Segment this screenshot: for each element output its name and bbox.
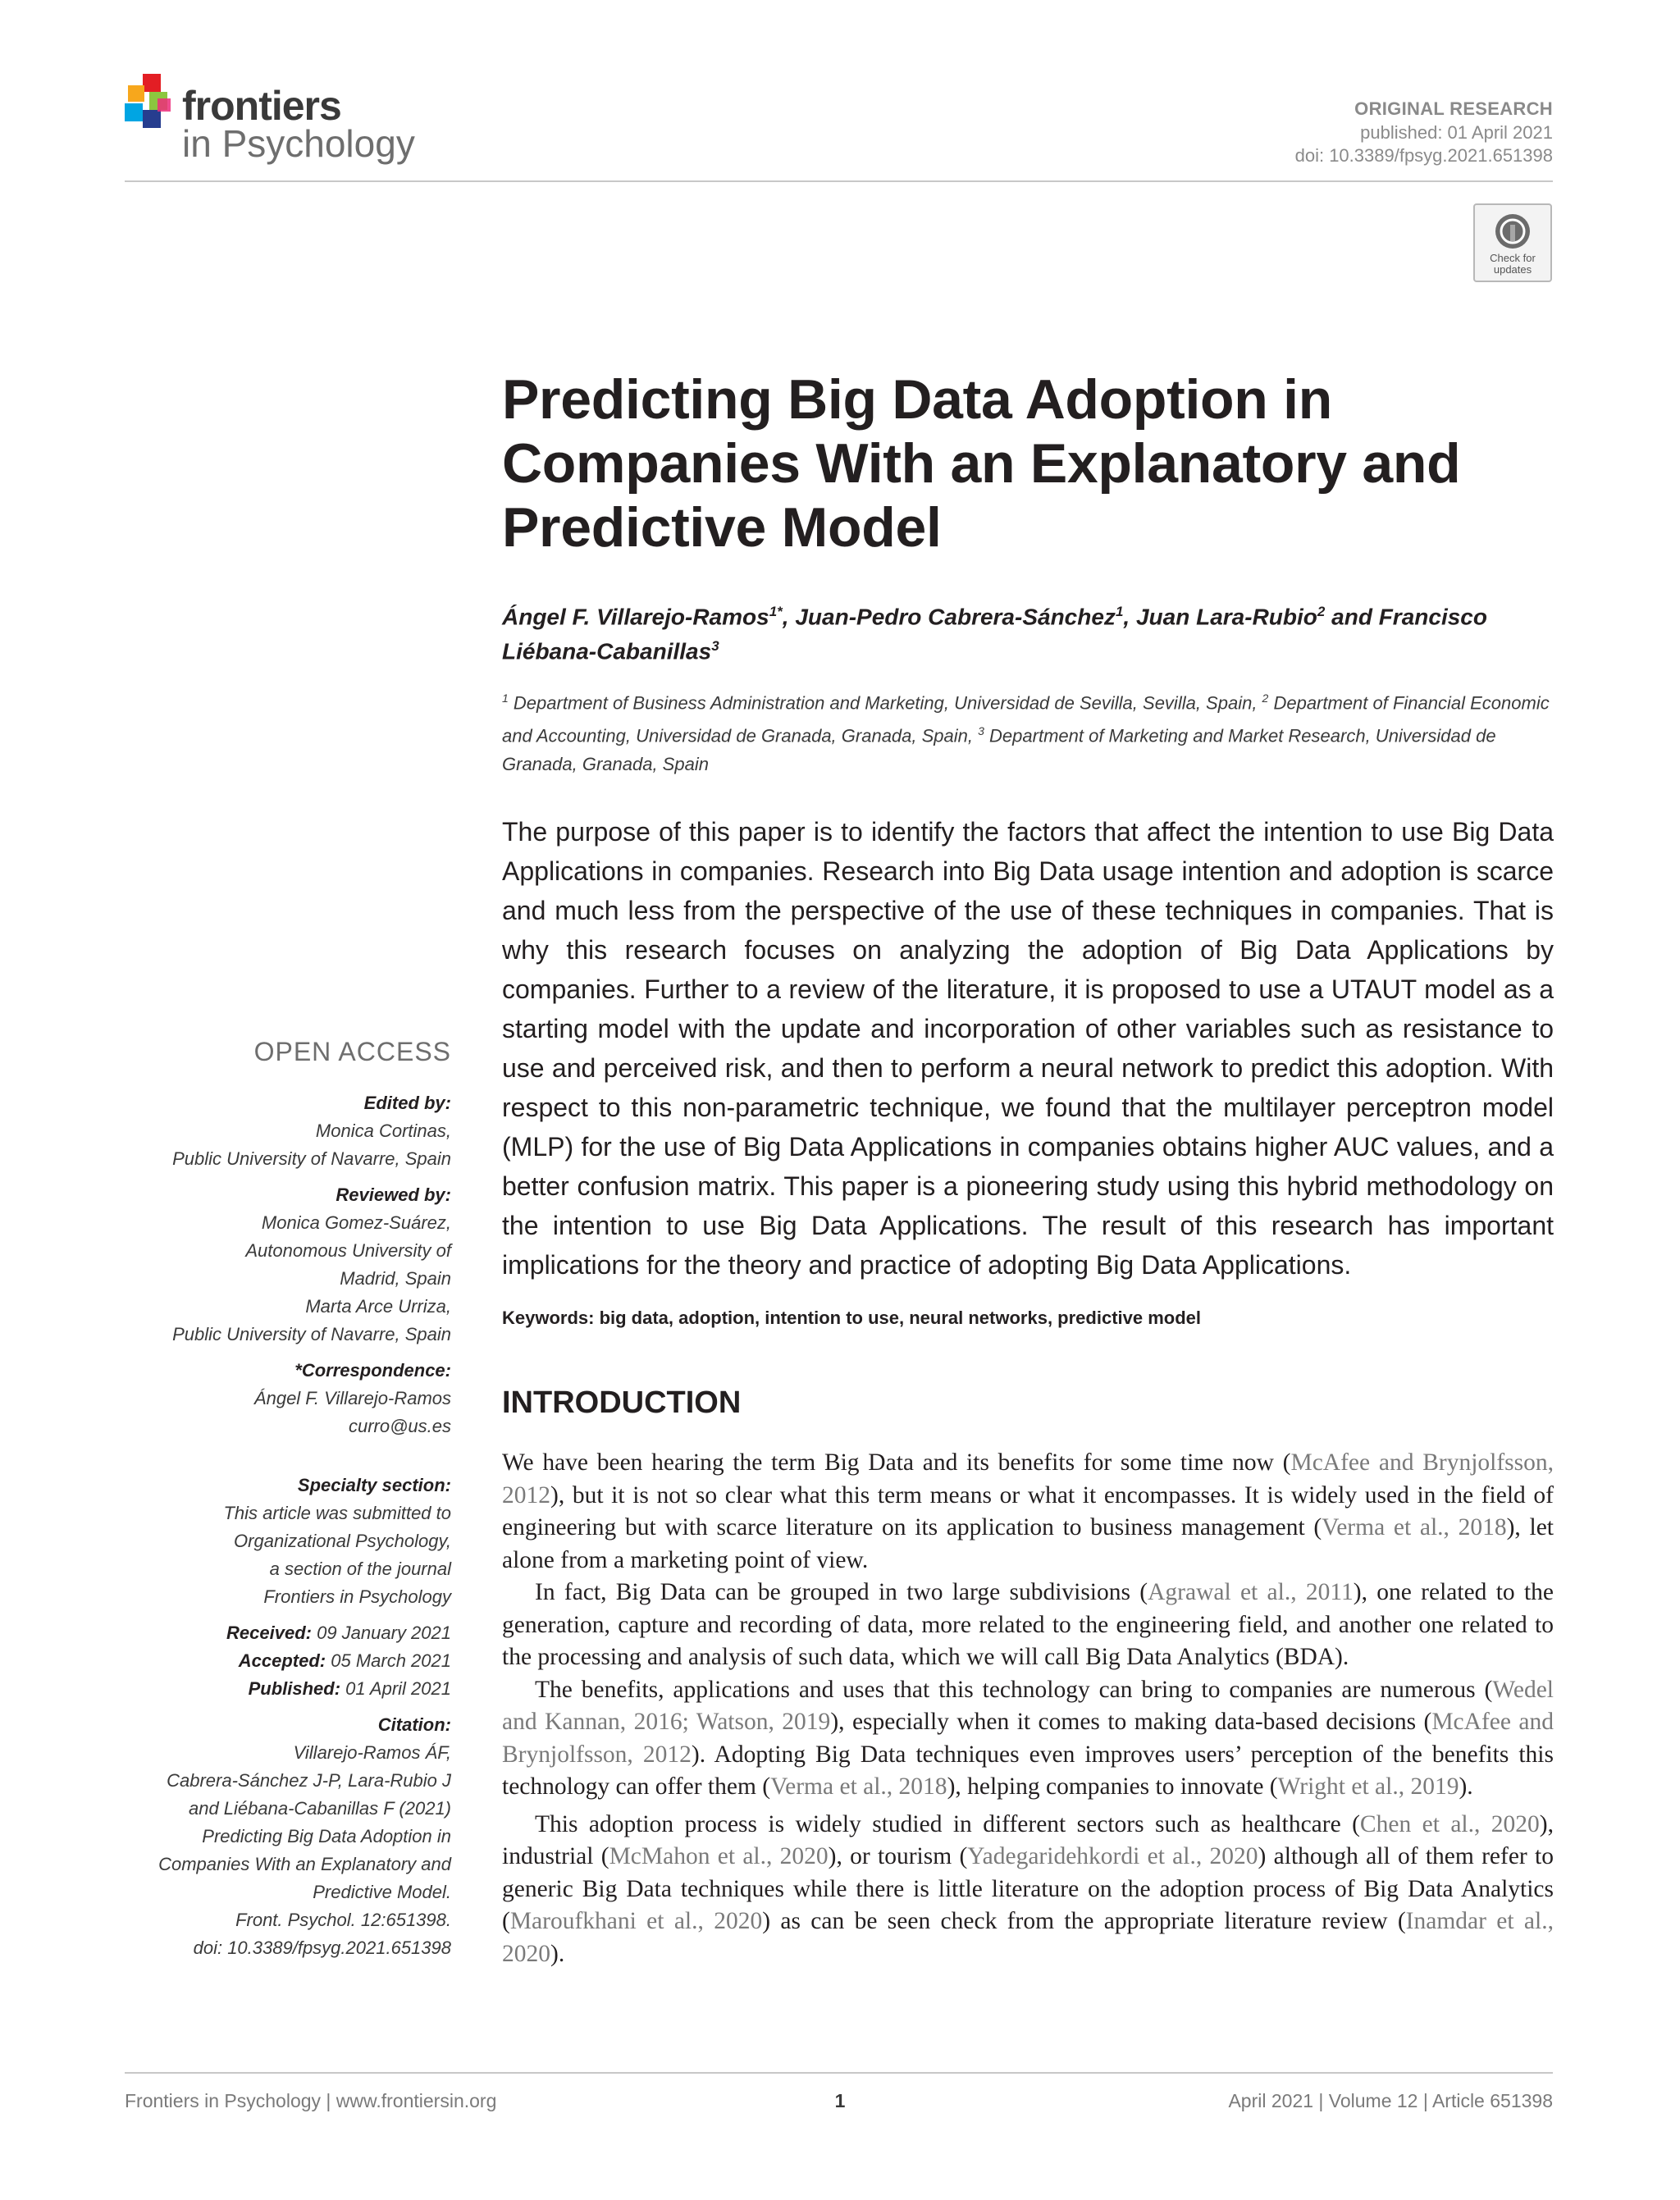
edited-by-label: Edited by: (363, 1093, 451, 1113)
abstract: The purpose of this paper is to identify the factors that affect the intention to use Big Data Applications in companies. Research into Big Data usage intention and adoption is scarce and much less from the perspective of the use of these techniques in companies. That is why this research focuses on analyzing the adoption of Big Data Applications by companies. Further to a review of the literature, it is proposed to use a UTAUT model as a starting model with the update and incorporation of other variables such as resistance to use and perceived risk, and then to perform a neural network to predict this adoption. With respect to this non-parametric technique, we found that the multilayer perceptron model (MLP) for the use of Big Data Applications in companies obtains higher AUC values, and a better confusion matrix. This paper is a pioneering study using this hybrid methodology on the intention to use Big Data Applications. The result of this research has important implications for the theory and practice of adopting Big Data Applications. (502, 817, 1554, 1280)
citation-list-line: Villarejo-Ramos ÁF, (293, 1742, 451, 1763)
citation-link[interactable]: Chen et al., 2020 (1359, 1810, 1540, 1837)
affiliation-marker: 3 (978, 724, 984, 738)
correspondence-list-line: Ángel F. Villarejo-Ramos (253, 1388, 451, 1408)
check-for-updates-label: Check for updates (1490, 252, 1536, 276)
author-affiliation-marker: 3 (711, 638, 719, 655)
citation-list-line: Front. Psychol. 12:651398. (235, 1910, 451, 1930)
citation-link[interactable]: Maroufkhani et al., 2020 (509, 1908, 763, 1934)
keywords: Keywords: big data, adoption, intention to use, neural networks, predictive model (502, 1308, 1201, 1328)
body-text: ), or tourism ( (828, 1843, 968, 1869)
accepted-value: 05 March 2021 (331, 1650, 451, 1671)
correspondence-label: *Correspondence: (294, 1360, 451, 1381)
body-text: This adoption process is widely studied in different sectors such as healthcare ( (535, 1810, 1360, 1837)
body-text: ), helping companies to innovate ( (947, 1773, 1278, 1800)
citation-label: Citation: (377, 1714, 451, 1735)
correspondence-list-line: curro@us.es (348, 1416, 451, 1436)
author-affiliation-marker: 1 (1115, 604, 1124, 619)
author-affiliation-marker: 1* (769, 604, 783, 619)
journal-name: in Psychology (182, 122, 415, 165)
section-heading-introduction: INTRODUCTION (502, 1385, 742, 1420)
paragraph (502, 1809, 1554, 1971)
affiliations (502, 684, 1560, 778)
citation-link[interactable]: Agrawal et al., 2011 (1148, 1579, 1354, 1605)
open-access-label: OPEN ACCESS (253, 1037, 451, 1066)
specialty-section-list-line: Frontiers in Psychology (263, 1586, 451, 1607)
header-divider (125, 180, 1553, 182)
article-meta (1061, 97, 1553, 167)
citation-link[interactable]: McAfee and Brynjolfsson, 2012 (502, 1449, 1554, 1509)
article-title: Predicting Big Data Adoption in Companies With an Explanatory and Predictive Model (502, 368, 1461, 559)
citation-link[interactable]: Verma et al., 2018 (1322, 1514, 1507, 1540)
reviewed-by-list-line: Monica Gomez-Suárez, (261, 1212, 451, 1233)
introduction-body (502, 1447, 1554, 1970)
citation-link[interactable]: Verma et al., 2018 (770, 1773, 947, 1800)
published-date-side (125, 1675, 451, 1703)
affiliation-marker: 2 (1262, 691, 1269, 705)
paragraph (502, 1447, 1554, 1577)
published-value: 01 April 2021 (345, 1678, 451, 1699)
dates (125, 1619, 451, 1703)
crossmark-icon (1493, 212, 1532, 251)
citation-list-line: Cabrera-Sánchez J-P, Lara-Rubio J (167, 1770, 451, 1791)
received-label: Received: (226, 1623, 312, 1643)
footer-issue-info: April 2021 | Volume 12 | Article 651398 (1228, 2090, 1553, 2111)
reviewed-by-label: Reviewed by: (336, 1184, 451, 1205)
affiliation-text: Department of Business Administration and Marketing, Universidad de Sevilla, Sevilla, Spain, (508, 692, 1262, 714)
article-info-sidebar (125, 1035, 451, 1970)
edited-by-list-line: Public University of Navarre, Spain (172, 1148, 451, 1169)
doi-link[interactable]: doi: 10.3389/fpsyg.2021.651398 (1294, 145, 1553, 166)
author-affiliation-marker: 2 (1317, 604, 1326, 619)
body-text: We have been hearing the term Big Data and its benefits for some time now ( (502, 1449, 1291, 1476)
reviewed-by-list (125, 1209, 451, 1349)
body-text: ) although all of them refer to generic Big Data techniques while there is little literature on the adoption process of Big Data Analytics ( (502, 1843, 1554, 1934)
edited-by-list (125, 1117, 451, 1173)
citation-link[interactable]: Yadegaridehkordi et al., 2020 (967, 1843, 1258, 1869)
author-name[interactable]: Ángel F. Villarejo-Ramos (502, 604, 769, 630)
published-date: published: 01 April 2021 (1360, 122, 1553, 143)
received-value: 09 January 2021 (317, 1623, 451, 1643)
paragraph (502, 1674, 1554, 1804)
page-number: 1 (834, 2090, 846, 2111)
check-for-updates-button[interactable] (1473, 203, 1552, 282)
specialty-section-list-line: a section of the journal (269, 1559, 451, 1579)
body-text: ), especially when it comes to making data-based decisions ( (830, 1709, 1432, 1735)
correspondence-list[interactable] (125, 1385, 451, 1440)
citation-link[interactable]: McAfee and Brynjolfsson, 2012 (502, 1709, 1554, 1768)
citation-list-line: and Liébana-Cabanillas F (2021) (188, 1798, 451, 1819)
body-text: The benefits, applications and uses that this technology can bring to companies are numerous ( (535, 1676, 1493, 1703)
body-text: ), industrial ( (502, 1810, 1554, 1869)
reviewed-by-list-line: Marta Arce Urriza, (305, 1296, 451, 1317)
citation-list-line: doi: 10.3389/fpsyg.2021.651398 (193, 1938, 451, 1958)
specialty-section-list-line: Organizational Psychology, (234, 1531, 451, 1551)
body-text: ). (1459, 1773, 1473, 1800)
body-text: ), let alone from a marketing point of view. (502, 1514, 1554, 1573)
reviewed-by-list-line: Autonomous University of (245, 1240, 451, 1261)
body-text: In fact, Big Data can be grouped in two large subdivisions ( (535, 1579, 1148, 1605)
specialty-section-list-line: This article was submitted to (223, 1503, 451, 1523)
paragraph (502, 1577, 1554, 1674)
author-list (502, 597, 1560, 667)
affiliation-text: Department of Financial Economic and Accounting, Universidad de Granada, Granada, Spain, (502, 692, 1550, 746)
footer-divider (125, 2072, 1553, 2074)
citation-link[interactable]: Wright et al., 2019 (1277, 1773, 1459, 1800)
citation-link[interactable]: Inamdar et al., 2020 (502, 1908, 1554, 1967)
published-label: Published: (248, 1678, 341, 1699)
author-separator: , (782, 604, 796, 630)
reviewed-by-list-line: Public University of Navarre, Spain (172, 1324, 451, 1344)
body-text: ) as can be seen check from the appropriate literature review ( (762, 1908, 1406, 1934)
affiliation-marker: 1 (502, 691, 509, 705)
accepted-date (125, 1647, 451, 1675)
body-text: ), but it is not so clear what this term means or what it encompasses. It is widely used in the field of engineering but with scarce literature on its application to business management ( (502, 1481, 1554, 1540)
citation-list-line: Predictive Model. (313, 1882, 451, 1902)
article-type: ORIGINAL RESEARCH (1354, 98, 1553, 119)
brand-name: frontiers (182, 83, 341, 129)
specialty-section-list (125, 1499, 451, 1611)
citation-link[interactable]: McMahon et al., 2020 (609, 1843, 829, 1869)
edited-by-list-line: Monica Cortinas, (315, 1121, 451, 1141)
accepted-label: Accepted: (238, 1650, 326, 1671)
author-name[interactable]: Juan Lara-Rubio (1135, 604, 1317, 630)
body-text: ). Adopting Big Data techniques even improves users’ perception of the benefits this technology can offer them ( (502, 1741, 1554, 1800)
affiliation-text: Department of Marketing and Market Research, Universidad de Granada, Granada, Spain (502, 725, 1496, 774)
author-separator: and (1325, 604, 1379, 630)
author-separator: , (1123, 604, 1136, 630)
citation-list-line: Companies With an Explanatory and (158, 1854, 451, 1874)
received-date (125, 1619, 451, 1647)
citation-list (125, 1739, 451, 1962)
body-text: ), one related to the generation, capture and recording of data, more related to the engineering field, and another one related to the processing and analysis of such data, which we will call Big Data Analytics (BDA). (502, 1579, 1554, 1670)
reviewed-by-list-line: Madrid, Spain (340, 1268, 451, 1289)
journal-logo[interactable] (125, 69, 469, 167)
author-name[interactable]: Francisco Liébana-Cabanillas (502, 604, 1487, 664)
citation-link[interactable]: Wedel and Kannan, 2016; Watson, 2019 (502, 1676, 1554, 1735)
specialty-section-label: Specialty section: (297, 1475, 451, 1495)
citation-list-line: Predicting Big Data Adoption in (202, 1826, 451, 1846)
footer-journal-link[interactable]: Frontiers in Psychology | www.frontiersin.org (125, 2090, 497, 2111)
frontiers-logo-icon (125, 74, 179, 135)
author-name[interactable]: Juan-Pedro Cabrera-Sánchez (795, 604, 1116, 630)
body-text: ). (550, 1940, 565, 1967)
